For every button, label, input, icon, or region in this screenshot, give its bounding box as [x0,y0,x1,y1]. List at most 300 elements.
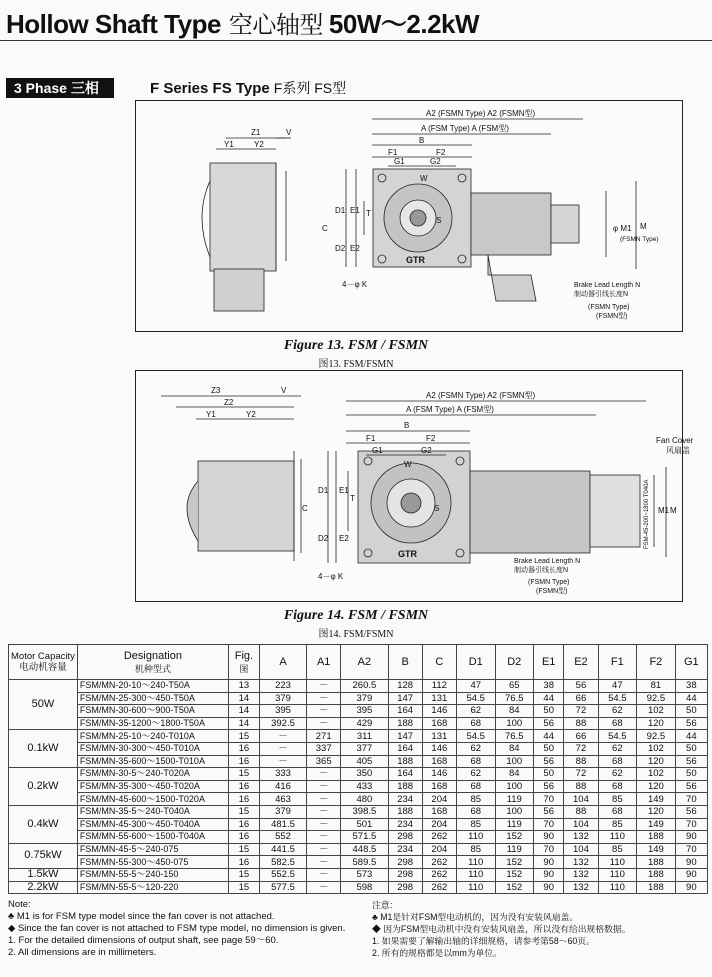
title-divider [0,40,712,41]
th-capacity [9,645,78,680]
note-line: ♣ M1 is for FSM type model since the fan cover is not attached. [8,911,275,922]
cell-value: 88 [564,755,598,768]
title-cn: 空心轴型 [228,11,323,39]
fig13-brake2: 制动器引线长度N [574,291,629,298]
fig13-m1: φ M1 [613,224,632,233]
cell-value: 188 [637,831,676,844]
th-col: A2 [341,645,388,680]
cell-value: 416 [259,780,306,793]
fig13-m1-type: (FSMN Type) [620,236,659,243]
cell-value: 204 [422,793,456,806]
th-col: D2 [495,645,534,680]
cell-value: 120 [637,780,676,793]
cell-value: 131 [422,730,456,743]
table-row [9,717,708,730]
title-en: Hollow Shaft Type [6,9,221,39]
side-body [198,461,294,551]
cell-value: － [307,831,341,844]
cell-value: 81 [637,680,676,693]
cell-value: 365 [307,755,341,768]
cell-value: 70 [675,793,707,806]
cell-value: 168 [422,755,456,768]
cell-value: 88 [564,805,598,818]
fig14-t: T [350,494,355,503]
cell-value: 70 [534,843,564,856]
cell-value: 573 [341,868,388,881]
notes-cn [372,899,631,959]
cell-fig: 16 [228,742,259,755]
fig13-d2: D2 [335,244,346,253]
th-col: C [422,645,456,680]
table-row [9,856,708,869]
fig14-z2: Z2 [224,398,234,407]
cell-value: 90 [675,856,707,869]
cell-fig: 14 [228,692,259,705]
cell-value: 56 [675,755,707,768]
cell-value: 552 [259,831,306,844]
cell-value: 188 [388,805,422,818]
cell-value: 577.5 [259,881,306,894]
cell-value: 68 [598,780,637,793]
fig13-brake1: Brake Lead Length N [574,282,641,289]
cell-value: 552.5 [259,868,306,881]
cell-value: 571.5 [341,831,388,844]
cell-value: 90 [534,831,564,844]
page-title [6,4,479,41]
cell-value: 463 [259,793,306,806]
cell-value: 56 [675,780,707,793]
cell-value: 164 [388,768,422,781]
cell-designation: FSM/MN-25-10～240-T010A [77,730,228,743]
cell-value: 76.5 [495,730,534,743]
cell-value: 70 [675,843,707,856]
cell-value: 333 [259,768,306,781]
fig13-f1: F1 [388,148,398,157]
cell-value: 311 [341,730,388,743]
cell-value: 100 [495,780,534,793]
cell-value: 188 [388,780,422,793]
th-fig-en: Fig. [234,649,254,662]
cell-value: 379 [341,692,388,705]
cell-value: 85 [456,843,495,856]
cell-value: 56 [675,805,707,818]
fig14-caption-cn: 图14. FSM/FSMN [318,629,394,640]
cell-value: 132 [564,856,598,869]
cell-value: 92.5 [637,730,676,743]
note-line: ◆ 因为FSM型电动机中没有安装风扇盖，所以没有给出规格数据。 [372,924,631,934]
fig14-e1: E1 [339,486,349,495]
cell-value: 262 [422,881,456,894]
cell-value: 38 [675,680,707,693]
cell-value: 104 [564,818,598,831]
cell-value: 298 [388,831,422,844]
cell-value: 188 [388,755,422,768]
cell-value: 271 [307,730,341,743]
fig14-d2: D2 [318,534,329,543]
cell-value: － [307,780,341,793]
fig13-e1: E1 [350,206,360,215]
fig13-a2: A2 (FSMN Type) A2 (FSMN型) [426,109,536,118]
fig14-f1: F1 [366,434,376,443]
fig14-m: M [670,506,677,515]
cell-value: 110 [456,856,495,869]
fig14-a2: A2 (FSMN Type) A2 (FSMN型) [426,391,536,400]
cell-value: 110 [598,868,637,881]
cell-value: 84 [495,742,534,755]
cell-designation: FSM/MN-45-5～240-075 [77,843,228,856]
cell-value: 110 [456,831,495,844]
cell-value: 379 [259,692,306,705]
fig14-s: S [434,504,440,513]
cell-value: 47 [598,680,637,693]
cell-value: 50 [675,705,707,718]
motor-end [551,205,579,243]
fig13-brake4: (FSMN型) [596,313,628,320]
motor-body [471,193,551,255]
cell-capacity: 0.4kW [9,805,78,843]
cell-value: 56 [534,717,564,730]
fig13-z1: Z1 [251,128,261,137]
cell-value: 152 [495,856,534,869]
cell-value: 379 [259,805,306,818]
cell-value: 132 [564,881,598,894]
fig13-caption-en: Figure 13. FSM / FSMN [283,338,429,353]
fig14-w: W [404,460,412,469]
cell-value: 298 [388,856,422,869]
cell-designation: FSM/MN-35-300～450-T020A [77,780,228,793]
table-row [9,755,708,768]
cell-designation: FSM/MN-55-5～240-150 [77,868,228,881]
cell-value: 84 [495,705,534,718]
side-terminal-box [214,269,264,311]
cell-value: 188 [388,717,422,730]
fig14-caption-en: Figure 14. FSM / FSMN [283,608,429,623]
fig14-c: C [302,504,308,513]
cell-value: 68 [456,755,495,768]
cell-value: 582.5 [259,856,306,869]
fig13-brand: GTR [406,255,425,265]
cell-value: 132 [564,868,598,881]
fig14-y2: Y2 [246,410,256,419]
cell-value: － [307,717,341,730]
cell-fig: 16 [228,856,259,869]
cell-value: 405 [341,755,388,768]
cell-value: 262 [422,856,456,869]
table-body [9,680,708,894]
cell-capacity: 1.5kW [9,868,78,881]
cell-value: 50 [534,768,564,781]
fig14-b: B [404,421,410,430]
fig14-m1: M1 [658,506,670,515]
cell-value: 128 [388,680,422,693]
cell-value: 120 [637,805,676,818]
cell-value: 44 [534,692,564,705]
cell-value: 395 [341,705,388,718]
cell-value: 119 [495,793,534,806]
fig14-hole: 4－φ K [318,572,344,581]
cell-value: － [259,730,306,743]
cell-value: 44 [675,692,707,705]
cell-value: 102 [637,768,676,781]
th-col: E2 [564,645,598,680]
table-header-row [9,645,708,680]
cell-capacity: 50W [9,680,78,730]
table-row [9,881,708,894]
cell-value: 68 [456,805,495,818]
cell-capacity: 0.75kW [9,843,78,868]
cell-value: 54.5 [456,730,495,743]
figure-14-drawing [135,370,694,602]
cell-value: 102 [637,742,676,755]
cell-value: 70 [534,793,564,806]
cell-value: 110 [456,868,495,881]
cell-value: 84 [495,768,534,781]
cell-value: 54.5 [598,730,637,743]
cell-value: － [307,705,341,718]
cell-value: 100 [495,755,534,768]
cell-designation: FSM/MN-55-600～1500-T040A [77,831,228,844]
cell-value: 56 [534,780,564,793]
note-line: 注意： [372,900,399,910]
cell-value: － [307,856,341,869]
cell-capacity: 0.1kW [9,730,78,768]
table-row [9,680,708,693]
th-col: B [388,645,422,680]
fig13-g2: G2 [430,157,441,166]
cell-value: 262 [422,868,456,881]
table-row [9,742,708,755]
cell-value: － [307,805,341,818]
fig13-brake3: (FSMN Type) [588,304,630,311]
cell-value: 102 [637,705,676,718]
cell-value: 152 [495,881,534,894]
table-row [9,818,708,831]
cell-value: 149 [637,818,676,831]
series-en: F Series FS Type [150,80,270,97]
cell-value: － [307,843,341,856]
cell-value: 433 [341,780,388,793]
cell-value: 38 [534,680,564,693]
th-designation-en: Designation [123,649,182,662]
th-fig-cn: 图 [239,663,249,674]
cell-value: 152 [495,868,534,881]
cell-value: 377 [341,742,388,755]
cell-value: － [307,818,341,831]
cell-value: 168 [422,780,456,793]
cell-value: 44 [675,730,707,743]
cell-value: 168 [422,805,456,818]
cell-value: 480 [341,793,388,806]
cell-value: 589.5 [341,856,388,869]
cell-value: 147 [388,730,422,743]
cell-value: 85 [598,843,637,856]
cell-value: 234 [388,793,422,806]
cell-value: 120 [637,755,676,768]
cell-value: 66 [564,730,598,743]
cell-value: 85 [456,818,495,831]
table-row [9,805,708,818]
th-col: G1 [675,645,707,680]
cell-value: 119 [495,818,534,831]
cell-value: 50 [675,768,707,781]
fig14-y1: Y1 [206,410,216,419]
fig14-brake2: 制动器引线长度N [514,567,569,574]
cell-value: 149 [637,793,676,806]
fig13-hole: 4－φ K [342,280,368,289]
notes-en [8,899,345,959]
cell-value: 72 [564,768,598,781]
cell-designation: FSM/MN-55-300～450-075 [77,856,228,869]
cell-value: 62 [598,742,637,755]
figure-13-caption [0,336,712,370]
cell-value: 62 [598,705,637,718]
cell-value: 110 [598,881,637,894]
side-flange [187,481,198,541]
cell-capacity: 2.2kW [9,881,78,894]
cell-value: 152 [495,831,534,844]
cell-value: 112 [422,680,456,693]
cell-value: 164 [388,705,422,718]
cell-value: 88 [564,717,598,730]
cell-value: － [307,768,341,781]
cell-value: 72 [564,705,598,718]
cell-value: 168 [422,717,456,730]
th-col: A [259,645,306,680]
table-row [9,868,708,881]
cell-value: 54.5 [456,692,495,705]
cell-value: 100 [495,717,534,730]
th-capacity-en: Motor Capacity [11,651,75,662]
cell-value: 441.5 [259,843,306,856]
th-col: A1 [307,645,341,680]
cell-fig: 16 [228,755,259,768]
table-row [9,793,708,806]
fig14-e2: E2 [339,534,349,543]
cell-designation: FSM/MN-35-1200～1800-T50A [77,717,228,730]
cell-value: 62 [598,768,637,781]
figure-14-svg [136,371,694,601]
cell-value: 70 [675,818,707,831]
cell-value: 398.5 [341,805,388,818]
cell-designation: FSM/MN-45-300～450-T040A [77,818,228,831]
cell-value: 85 [598,793,637,806]
cell-value: 223 [259,680,306,693]
fig14-fan2: 风扇盖 [666,446,690,455]
motor-body [470,471,590,553]
cell-designation: FSM/MN-30-600～900-T50A [77,705,228,718]
th-capacity-cn: 电动机容量 [19,662,67,673]
cell-value: 110 [456,881,495,894]
cell-value: 234 [388,818,422,831]
fig13-c: C [322,224,328,233]
cell-value: 65 [495,680,534,693]
cell-fig: 13 [228,680,259,693]
fig14-g2: G2 [421,446,432,455]
th-col: D1 [456,645,495,680]
table-row [9,705,708,718]
figure-13-svg [136,101,682,331]
cell-value: 131 [422,692,456,705]
th-col: F2 [637,645,676,680]
cell-value: 66 [564,692,598,705]
fig13-f2: F2 [436,148,446,157]
note-line: 2. All dimensions are in millimeters. [8,947,157,958]
fig13-g1: G1 [394,157,405,166]
fig13-s: S [436,216,442,225]
fig13-y1: Y1 [224,140,234,149]
cell-value: 119 [495,843,534,856]
figure-13-drawing [135,100,683,332]
cell-value: 56 [534,805,564,818]
cell-value: 481.5 [259,818,306,831]
fig13-a: A (FSM Type) A (FSM型) [421,124,509,133]
cell-value: 337 [307,742,341,755]
cell-value: 100 [495,805,534,818]
cell-value: 204 [422,818,456,831]
cell-value: 85 [598,818,637,831]
cell-value: 54.5 [598,692,637,705]
cell-value: 68 [456,780,495,793]
cell-value: 204 [422,843,456,856]
cell-value: 392.5 [259,717,306,730]
cell-value: 62 [456,705,495,718]
note-line: Note: [8,899,31,910]
cell-value: 92.5 [637,692,676,705]
fig14-brand: GTR [398,549,417,559]
fig14-vtext: FSM-45-200~1800 T040A [644,479,650,549]
cell-capacity: 0.2kW [9,768,78,806]
cell-value: 62 [456,768,495,781]
cell-value: 88 [564,780,598,793]
cell-value: － [259,755,306,768]
cell-value: 188 [637,881,676,894]
cell-value: 90 [675,868,707,881]
fig14-brake4: (FSMN型) [536,588,568,595]
table-row [9,780,708,793]
fig13-b: B [419,136,425,145]
cell-value: 68 [456,717,495,730]
note-line: 2. 所有的规格都是以mm为单位。 [372,948,502,958]
cell-designation: FSM/MN-25-300～450-T50A [77,692,228,705]
cell-value: 429 [341,717,388,730]
cell-value: 90 [534,856,564,869]
fig14-a: A (FSM Type) A (FSM型) [406,405,494,414]
cell-value: 72 [564,742,598,755]
cell-value: － [307,868,341,881]
cell-value: 104 [564,793,598,806]
cell-value: 50 [534,705,564,718]
cell-value: 298 [388,868,422,881]
cell-value: 188 [637,856,676,869]
cell-value: 110 [598,831,637,844]
cell-designation: FSM/MN-30-5～240-T020A [77,768,228,781]
th-col: E1 [534,645,564,680]
note-line: ◆ Since the fan cover is not attached to FSM type model, no dimension is given. [8,923,346,934]
cell-value: 132 [564,831,598,844]
figure-14-caption [0,606,712,640]
cell-value: 68 [598,717,637,730]
cell-designation: FSM/MN-35-5～240-T040A [77,805,228,818]
cell-value: 85 [456,793,495,806]
side-body [210,163,276,271]
cell-fig: 14 [228,705,259,718]
fig14-f2: F2 [426,434,436,443]
cell-value: 164 [388,742,422,755]
table-row [9,831,708,844]
cell-fig: 14 [228,717,259,730]
cell-designation: FSM/MN-30-300～450-T010A [77,742,228,755]
fig13-caption-cn: 图13. FSM/FSMN [318,359,394,370]
